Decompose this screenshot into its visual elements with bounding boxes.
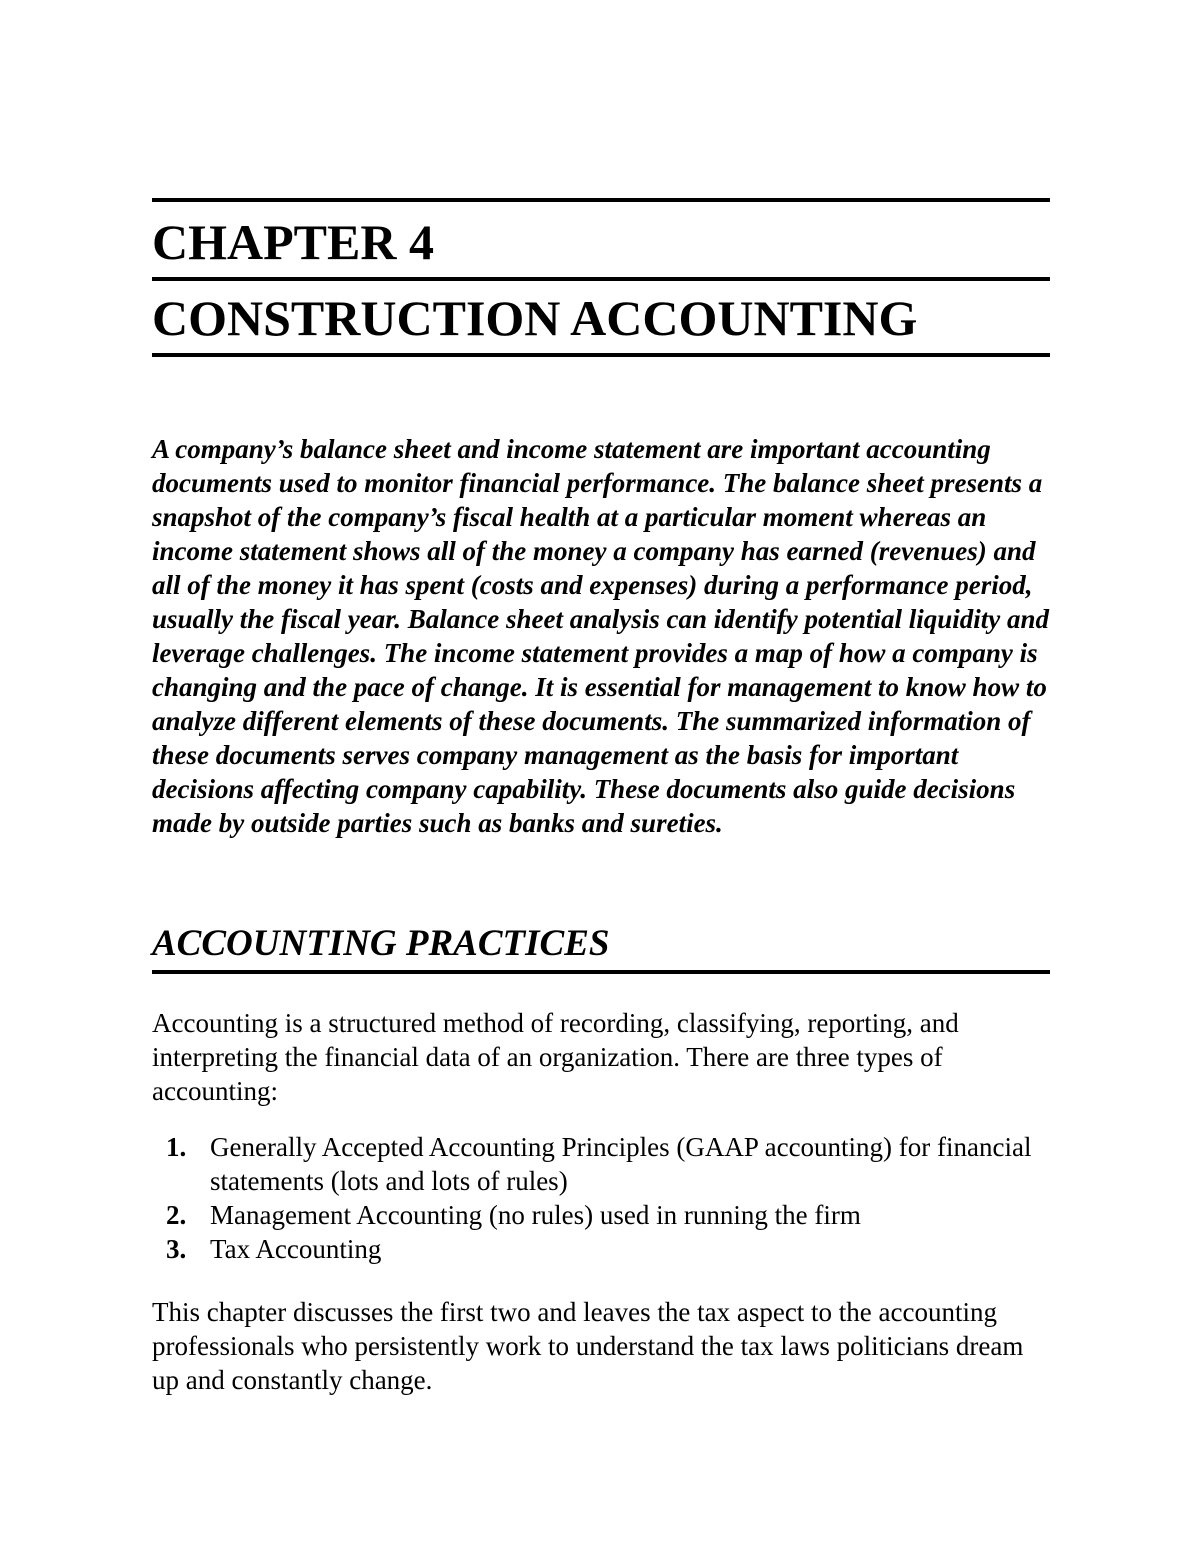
list-item — [152, 1130, 1050, 1198]
body-paragraph-2: This chapter discusses the first two and leaves the tax aspect to the accounting professionals who persistently work to understand the tax laws politicians dream up and constantly change. — [152, 1297, 1024, 1395]
section-heading: ACCOUNTING PRACTICES — [152, 923, 610, 964]
accounting-types-list — [152, 1130, 1050, 1266]
body-paragraph-1: Accounting is a structured method of recording, classifying, reporting, and interpreting the financial data of an organization. There are three types of accounting: — [152, 1008, 959, 1106]
list-number: 1. — [166, 1132, 187, 1162]
chapter-label: CHAPTER 4 — [152, 214, 434, 270]
list-item-text: Management Accounting (no rules) used in running the firm — [210, 1200, 861, 1230]
chapter-title: CONSTRUCTION ACCOUNTING — [152, 290, 918, 346]
chapter-divider-rule — [152, 277, 1050, 281]
list-item-text: Tax Accounting — [210, 1234, 382, 1264]
intro-paragraph: A company’s balance sheet and income statement are important accounting documents used to monitor financial performance. The balance sheet presents a snapshot of the company’s fiscal health at a particular moment whereas an income statement shows all of the money a company has earned (revenues) and all of the money it has spent (costs and expenses) during a performance period, usually the fiscal year. Balance sheet analysis can identify potential liquidity and leverage challenges. The income statement provides a map of how a company is changing and the pace of change. It is essential for management to know how to analyze different elements of these documents. The summarized information of these documents serves company management as the basis for important decisions affecting company capability. These documents also guide decisions made by outside parties such as banks and sureties. — [152, 434, 1050, 838]
list-number: 3. — [166, 1234, 187, 1264]
list-item — [152, 1198, 1050, 1232]
list-number: 2. — [166, 1200, 187, 1230]
section-heading-rule — [152, 970, 1050, 974]
list-item — [152, 1232, 1050, 1266]
list-item-text: Generally Accepted Accounting Principles (GAAP accounting) for financial statements (lots and lots of rules) — [210, 1132, 1032, 1196]
title-bottom-rule — [152, 353, 1050, 357]
top-rule — [152, 198, 1050, 202]
